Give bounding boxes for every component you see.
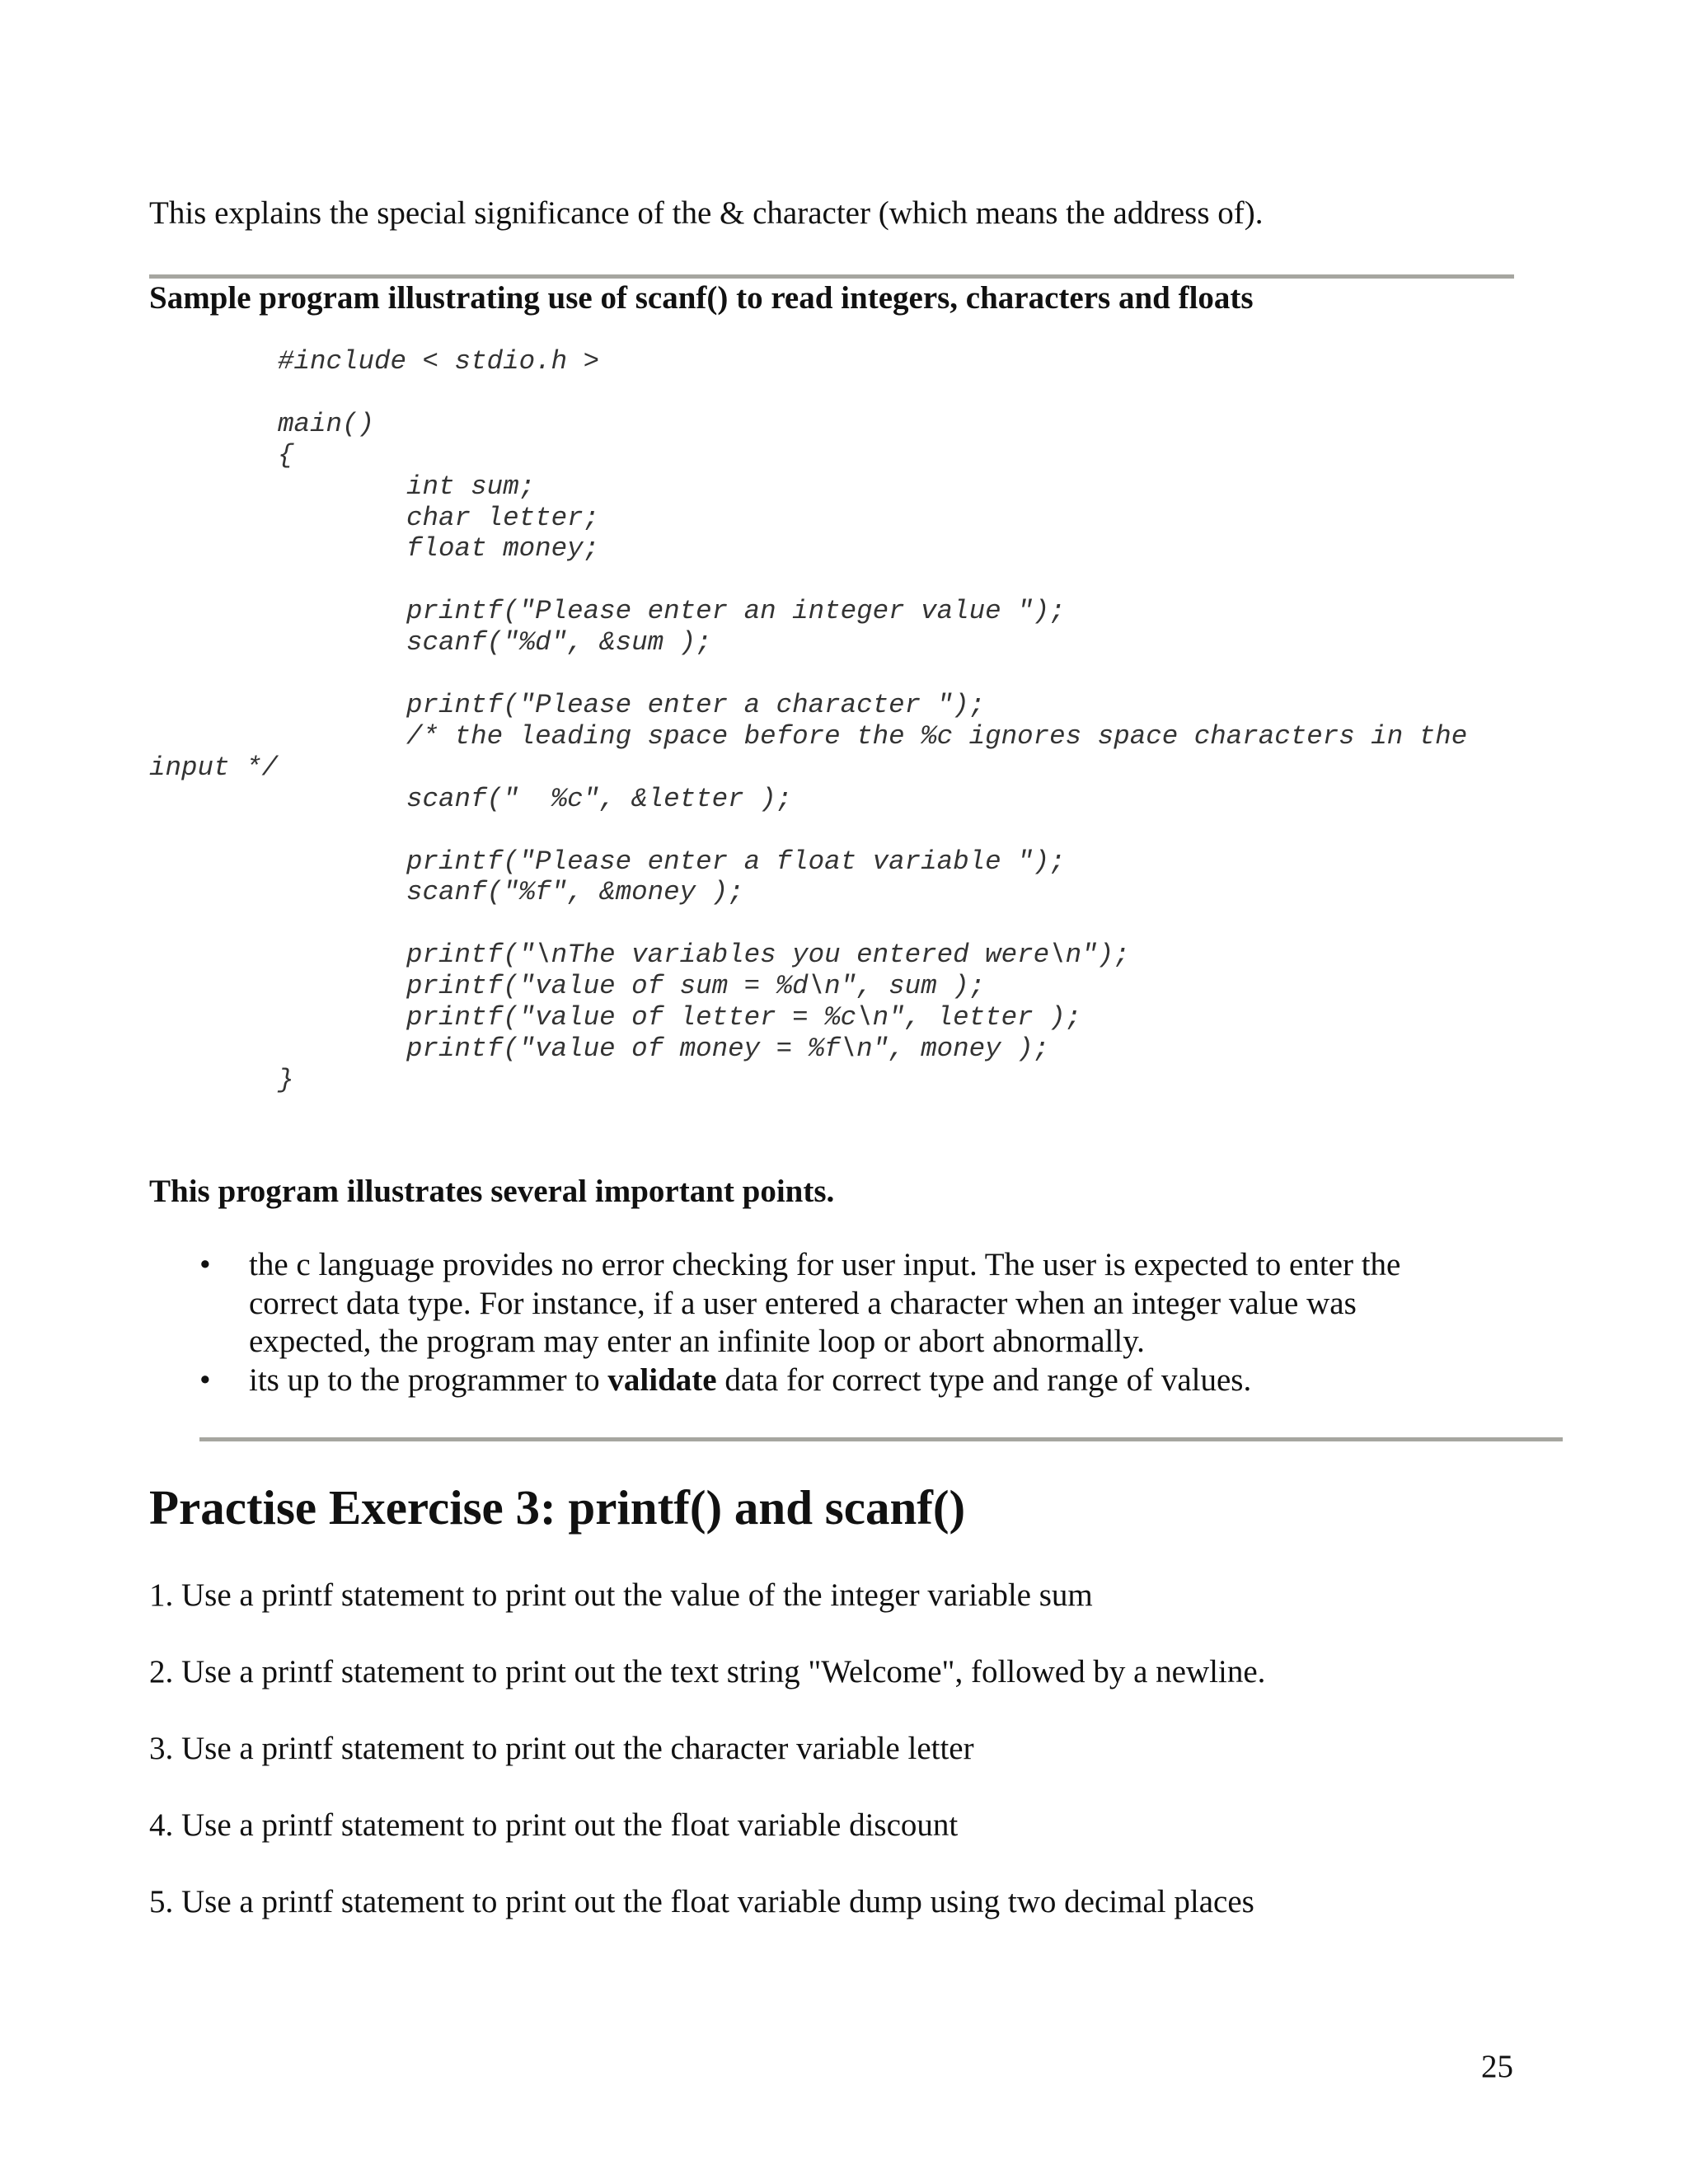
- bullet-icon: •: [199, 1247, 211, 1282]
- bullet-text-before: its up to the programmer to: [249, 1361, 608, 1398]
- exercise-item: 2. Use a printf statement to print out the text string "Welcome", followed by a newline.: [149, 1654, 1266, 1690]
- points-heading: This program illustrates several important points.: [149, 1174, 835, 1209]
- intro-paragraph: This explains the special significance of the & character (which means the address of).: [149, 195, 1264, 231]
- exercise-item: 1. Use a printf statement to print out the value of the integer variable sum: [149, 1577, 1093, 1613]
- exercise-list: [149, 1577, 1265, 1960]
- code-listing: #include < stdio.h > main() { int sum; char letter; float money; printf("Please enter an integer value "); scanf("%d", &sum ); printf("Please enter a character "); /* the leading space before the %c ignores space characters in the input */ scanf(" %c", &letter ); printf("Please enter a float variable "); scanf("%f", &money ); printf("\nThe variables you entered were\n"); printf("value of sum = %d\n", sum ); printf("value of letter = %c\n", letter ); printf("value of money = %f\n", money ); }: [149, 346, 1468, 1095]
- bullet-text: the c language provides no error checking for user input. The user is expected to enter the correct data type. For instance, if a user entered a character when an integer value was expected, the program may enter an infinite loop or abort abnormally.: [249, 1247, 1401, 1359]
- bullet-bold-word: validate: [607, 1361, 717, 1398]
- points-list: [149, 1246, 1484, 1399]
- exercise-item: 3. Use a printf statement to print out the character variable letter: [149, 1731, 974, 1766]
- horizontal-rule-top: [149, 274, 1514, 279]
- exercise-title: Practise Exercise 3: printf() and scanf(): [149, 1480, 966, 1535]
- list-item: [149, 1246, 1484, 1361]
- bullet-icon: •: [199, 1361, 211, 1398]
- sample-program-heading: Sample program illustrating use of scanf() to read integers, characters and floats: [149, 280, 1254, 316]
- bullet-text-after: data for correct type and range of values.: [716, 1361, 1252, 1398]
- list-item: [149, 1361, 1484, 1400]
- exercise-item: 5. Use a printf statement to print out the float variable dump using two decimal places: [149, 1884, 1254, 1919]
- horizontal-rule-middle: [199, 1437, 1563, 1441]
- exercise-item: 4. Use a printf statement to print out the float variable discount: [149, 1807, 959, 1843]
- page-number: 25: [1481, 2049, 1513, 2084]
